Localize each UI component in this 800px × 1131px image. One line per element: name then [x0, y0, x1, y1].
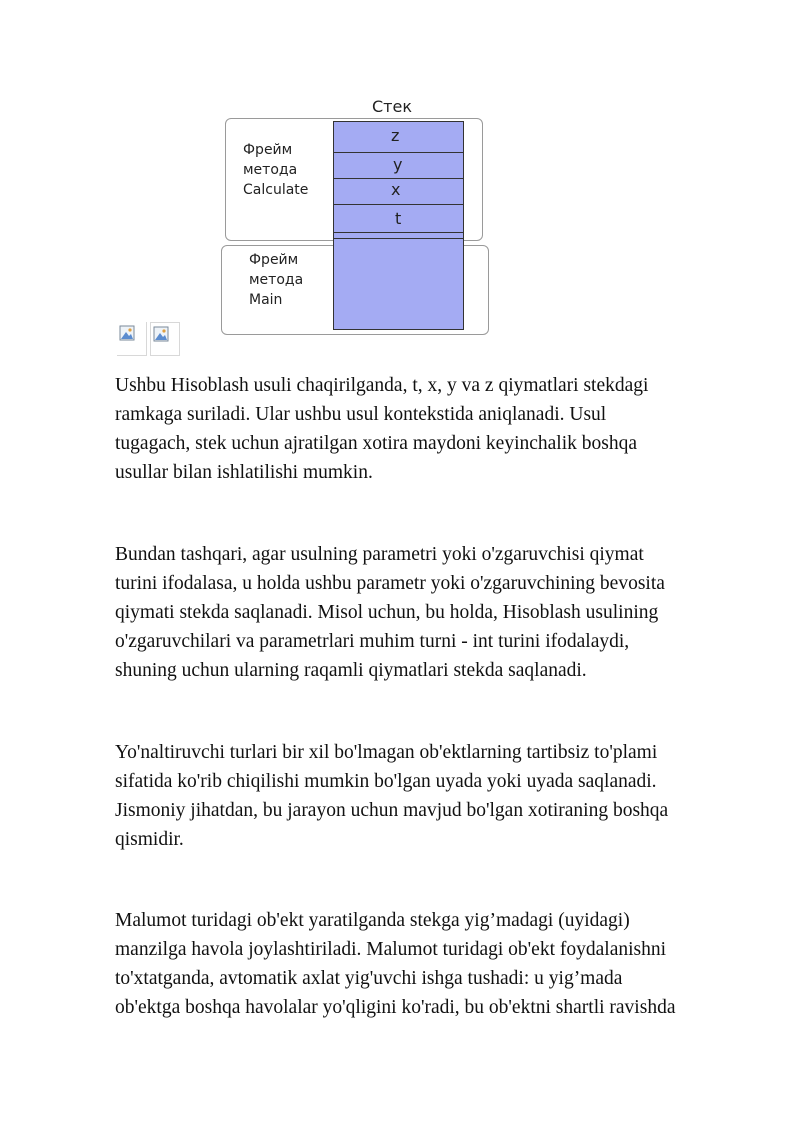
stack-cell-label: t: [395, 209, 402, 228]
frame-main-label-line: метода: [249, 272, 304, 288]
paragraph: [115, 738, 745, 854]
stack-cell-t: [334, 205, 463, 233]
text-line: Bundan tashqari, agar usulning parametri yoki o'zgaruvchisi qiymat: [115, 544, 644, 565]
text-line: qiymati stekda saqlanadi. Misol uchun, bu holda, Hisoblash usulining: [115, 602, 659, 623]
paragraph: [115, 906, 745, 1022]
stack-frame-separator: [334, 233, 463, 239]
text-line: ob'ektga boshqa havolalar yo'qligini ko'radi, bu ob'ektni shartli ravishda: [115, 997, 676, 1018]
frame-calculate-label-line: метода: [243, 162, 298, 178]
stack-column: [333, 121, 464, 330]
diagram-title: Стек: [372, 97, 412, 116]
text-line: Malumot turidagi ob'ekt yaratilganda stekga yig’madagi (uyidagi): [115, 910, 630, 931]
stack-cell-label: z: [391, 126, 400, 145]
text-line: qismidir.: [115, 829, 184, 850]
text-line: sifatida ko'rib chiqilishi mumkin bo'lgan uyada yoki uyada saqlanadi.: [115, 771, 657, 792]
text-line: usullar bilan ishlatilishi mumkin.: [115, 462, 373, 483]
frame-calculate-label: [243, 140, 308, 200]
paragraph: [115, 540, 745, 685]
stack-cell-x: [334, 179, 463, 205]
frame-calculate-label-line: Calculate: [243, 182, 309, 198]
text-line: Jismoniy jihatdan, bu jarayon uchun mavjud bo'lgan xotiraning boshqa: [115, 800, 669, 821]
stack-cell-y: [334, 153, 463, 179]
text-line: Yo'naltiruvchi turlari bir xil bo'lmagan ob'ektlarning tartibsiz to'plami: [115, 742, 658, 763]
text-line: o'zgaruvchilari va parametrlari muhim turni - int turini ifodalaydi,: [115, 631, 630, 652]
paragraph: [115, 371, 745, 487]
stack-cell-z: [334, 122, 463, 153]
stack-cell-label: y: [393, 155, 403, 174]
stack-cell-label: x: [391, 180, 401, 199]
text-line: ramkaga suriladi. Ular ushbu usul kontekstida aniqlanadi. Usul: [115, 404, 607, 425]
frame-main-label: [249, 250, 303, 310]
text-line: turini ifodalasa, u holda ushbu parametr yoki o'zgaruvchining bevosita: [115, 573, 665, 594]
text-line: manzilga havola joylashtiriladi. Malumot turidagi ob'ekt foydalanishni: [115, 939, 667, 960]
broken-image-icon: [150, 322, 180, 356]
broken-image-icon: [117, 322, 147, 356]
text-line: shuning uchun ularning raqamli qiymatlari stekda saqlanadi.: [115, 660, 587, 681]
text-line: tugagach, stek uchun ajratilgan xotira maydoni keyinchalik boshqa: [115, 433, 638, 454]
frame-main-label-line: Main: [249, 292, 283, 308]
frame-calculate-label-line: Фрейм: [243, 142, 293, 158]
text-line: to'xtatganda, avtomatik axlat yig'uvchi ishga tushadi: u yig’mada: [115, 968, 623, 989]
stack-diagram: [0, 0, 800, 340]
frame-main-label-line: Фрейм: [249, 252, 299, 268]
text-line: Ushbu Hisoblash usuli chaqirilganda, t, x, y va z qiymatlari stekdagi: [115, 375, 649, 396]
